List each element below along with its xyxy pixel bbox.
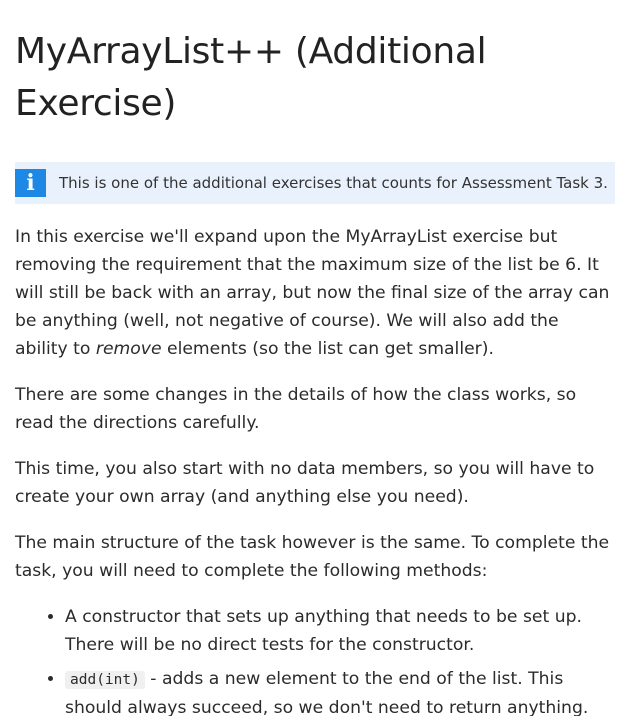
intro-emphasis: remove — [95, 339, 162, 359]
method-description: A constructor that sets up anything that needs to be set up. There will be no direct tests for the constructor. — [65, 607, 582, 655]
method-code: add(int) — [65, 671, 145, 689]
data-members-paragraph: This time, you also start with no data members, so you will have to create your own array (and anything else you need). — [15, 459, 595, 507]
main-content — [15, 0, 615, 716]
intro-text-after: elements (so the list can get smaller). — [161, 339, 494, 359]
intro-text-before: In this exercise we'll expand upon the MyArrayList exercise but removing the requirement that the maximum size of the list be 6. It will still be back with an array, but now the final size of the array can be anything (well, not negative of course). We will also add the ability to — [15, 227, 610, 359]
info-icon: i — [15, 169, 46, 197]
methods-list — [15, 603, 615, 716]
structure-paragraph: The main structure of the task however is the same. To complete the task, you will need to complete the following methods: — [15, 533, 610, 581]
list-item — [65, 603, 615, 659]
intro-paragraph — [15, 223, 615, 363]
method-description: - adds a new element to the end of the list. This should always succeed, so we don't need to return anything. — [65, 669, 589, 716]
list-item — [65, 665, 615, 716]
info-text: This is one of the additional exercises that counts for Assessment Task 3. — [59, 174, 608, 192]
info-callout — [15, 162, 615, 204]
changes-paragraph: There are some changes in the details of how the class works, so read the directions carefully. — [15, 385, 577, 433]
page-title: MyArrayList++ (Additional Exercise) — [15, 31, 487, 124]
